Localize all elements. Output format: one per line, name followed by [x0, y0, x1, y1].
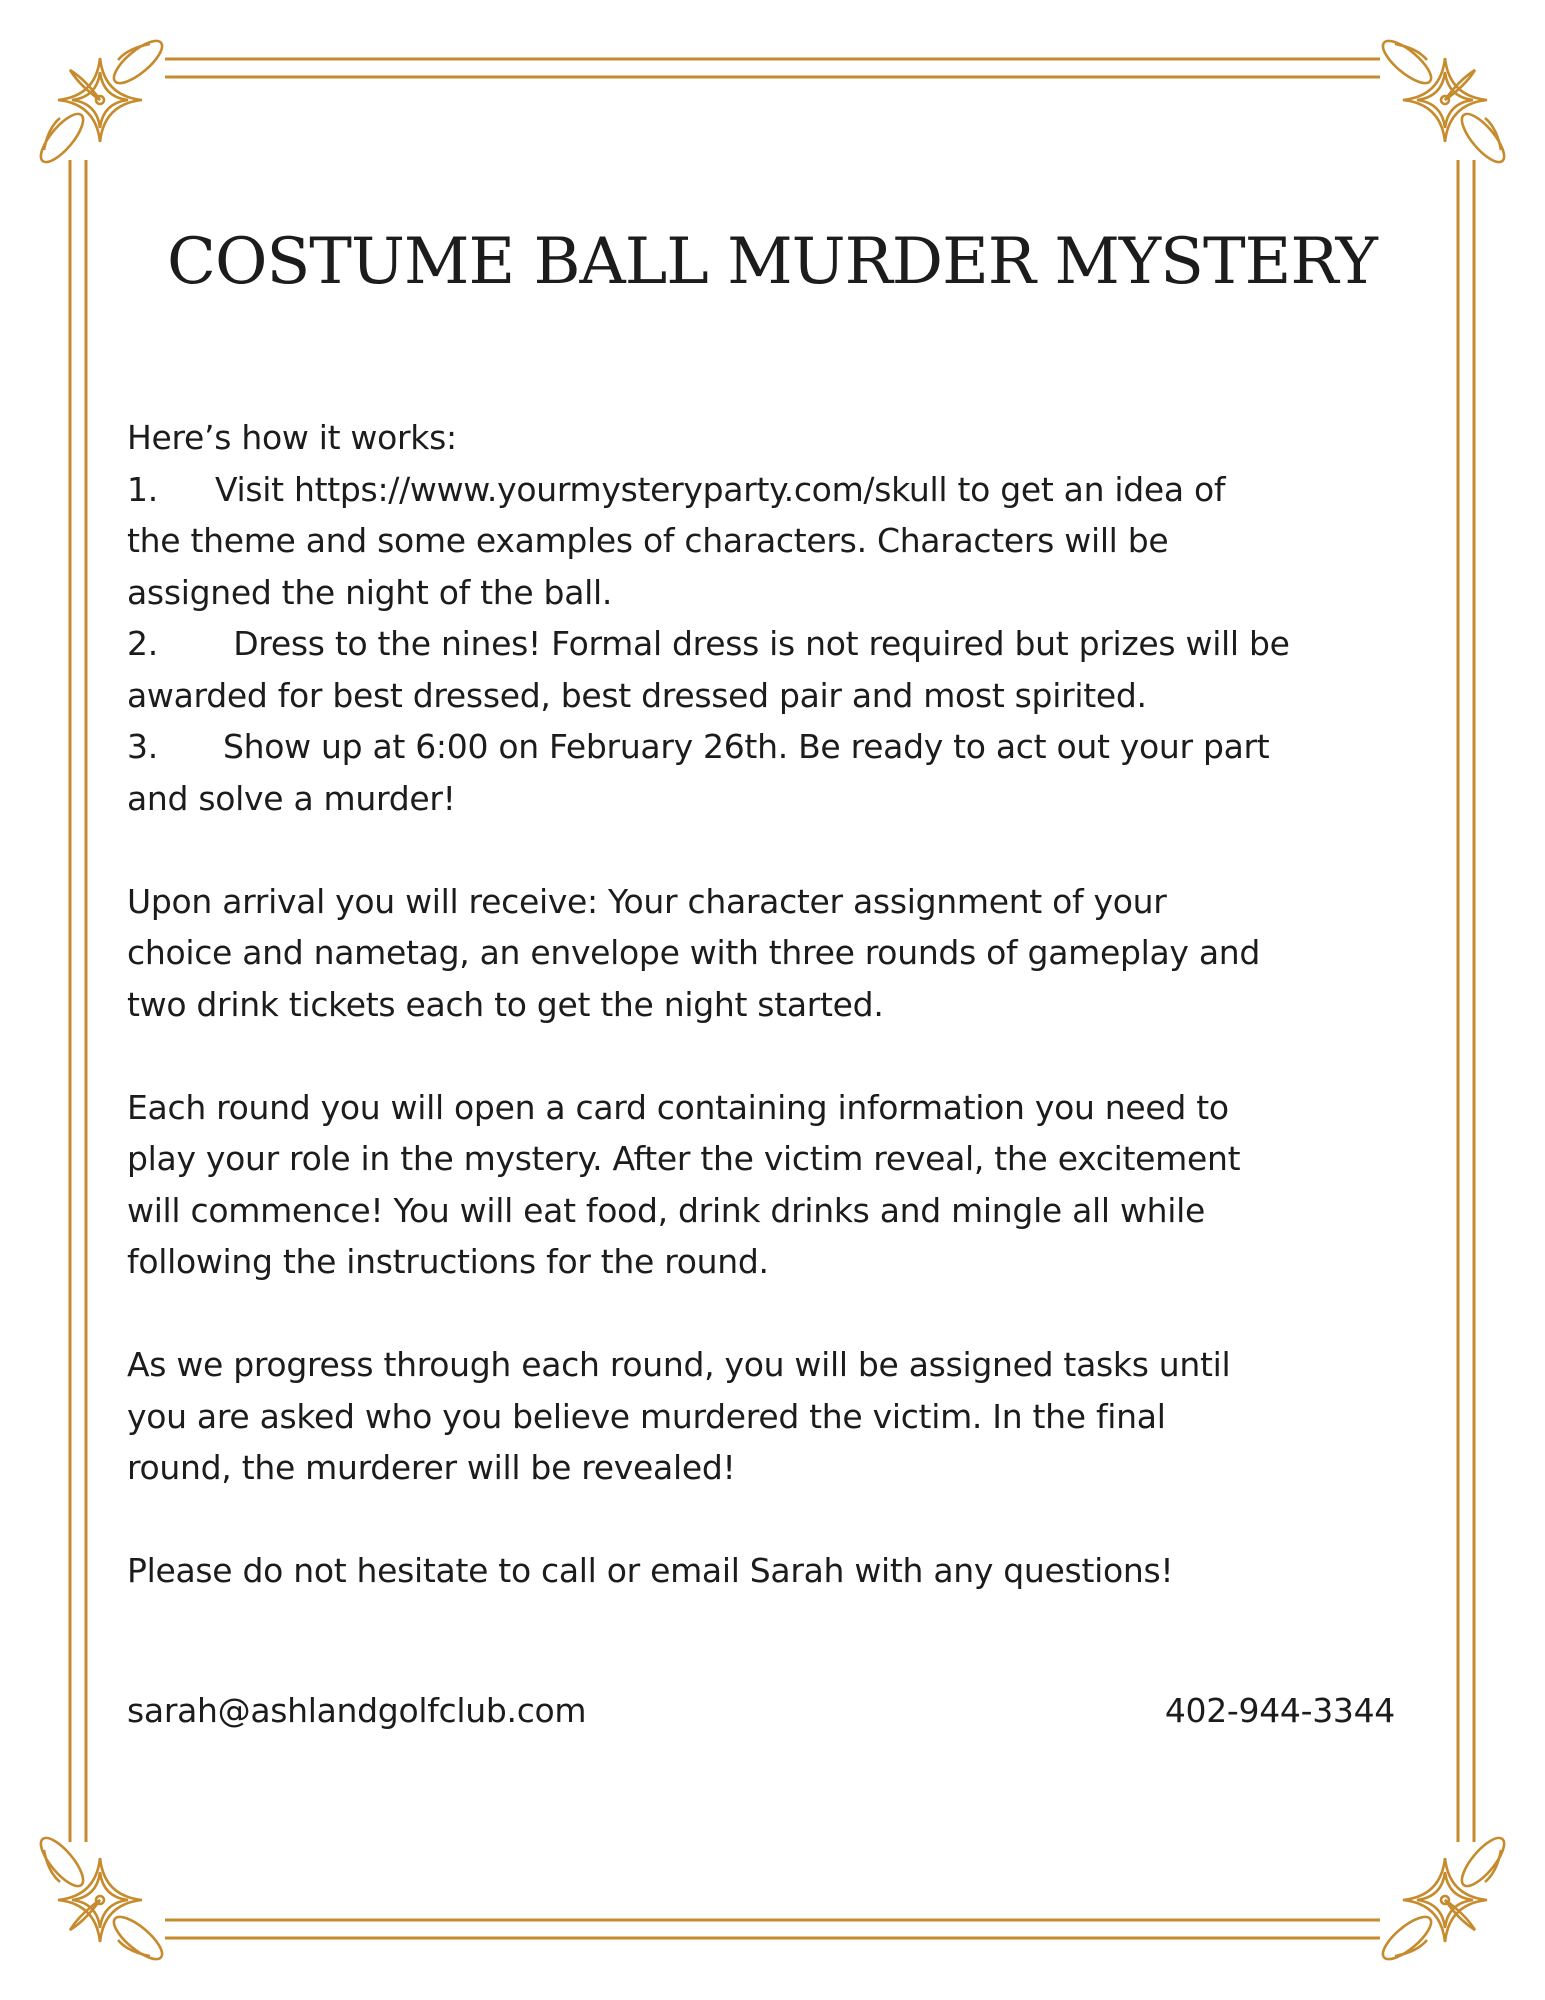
step-1-line-1: 1. Visit https://www.yourmysteryparty.com/skull to get an idea of [127, 464, 1427, 516]
progress-line-3: round, the murderer will be revealed! [127, 1448, 736, 1487]
intro-line: Here’s how it works: [127, 418, 457, 457]
progress-line-2: you are asked who you believe murdered the victim. In the final [127, 1396, 1166, 1436]
contact-phone[interactable]: 402-944-3344 [1164, 1691, 1395, 1730]
round-line-1: Each round you will open a card containing information you need to [127, 1087, 1229, 1127]
step-number: 2. [127, 624, 158, 663]
step-1-line-2: the theme and some examples of characters. Characters will be [127, 521, 1169, 560]
step-number: 3. [127, 727, 158, 766]
contact-email[interactable]: sarah@ashlandgolfclub.com [127, 1691, 587, 1730]
corner-ornament-bottom-right [1377, 1832, 1511, 1966]
round-line-2: play your role in the mystery. After the victim reveal, the excitement [127, 1139, 1241, 1178]
questions-line: Please do not hesitate to call or email Sarah with any questions! [127, 1551, 1174, 1590]
corner-ornament-top-right [1377, 34, 1511, 168]
corner-ornament-bottom-left [34, 1832, 168, 1966]
arrival-line-2: choice and nametag, an envelope with three rounds of gameplay and [127, 933, 1261, 972]
round-line-4: following the instructions for the round. [127, 1242, 769, 1281]
step-1-line-3: assigned the night of the ball. [127, 572, 613, 612]
step-3-line-1: 3. Show up at 6:00 on February 26th. Be ready to act out your part [127, 721, 1427, 773]
arrival-line-3: two drink tickets each to get the night started. [127, 984, 884, 1024]
contact-info [127, 1685, 1395, 1737]
round-line-3: will commence! You will eat food, drink drinks and mingle all while [127, 1190, 1206, 1230]
document-body [127, 412, 1427, 1597]
arrival-line-1: Upon arrival you will receive: Your character assignment of your [127, 881, 1167, 921]
step-2-line-2: awarded for best dressed, best dressed pair and most spirited. [127, 675, 1147, 715]
progress-line-1: As we progress through each round, you will be assigned tasks until [127, 1345, 1231, 1384]
corner-ornament-top-left [34, 34, 168, 168]
step-2-line-1: 2. Dress to the nines! Formal dress is not required but prizes will be [127, 618, 1427, 670]
page-title: COSTUME BALL MURDER MYSTERY [167, 225, 1377, 299]
step-number: 1. [127, 469, 158, 509]
step-3-line-2: and solve a murder! [127, 778, 456, 818]
